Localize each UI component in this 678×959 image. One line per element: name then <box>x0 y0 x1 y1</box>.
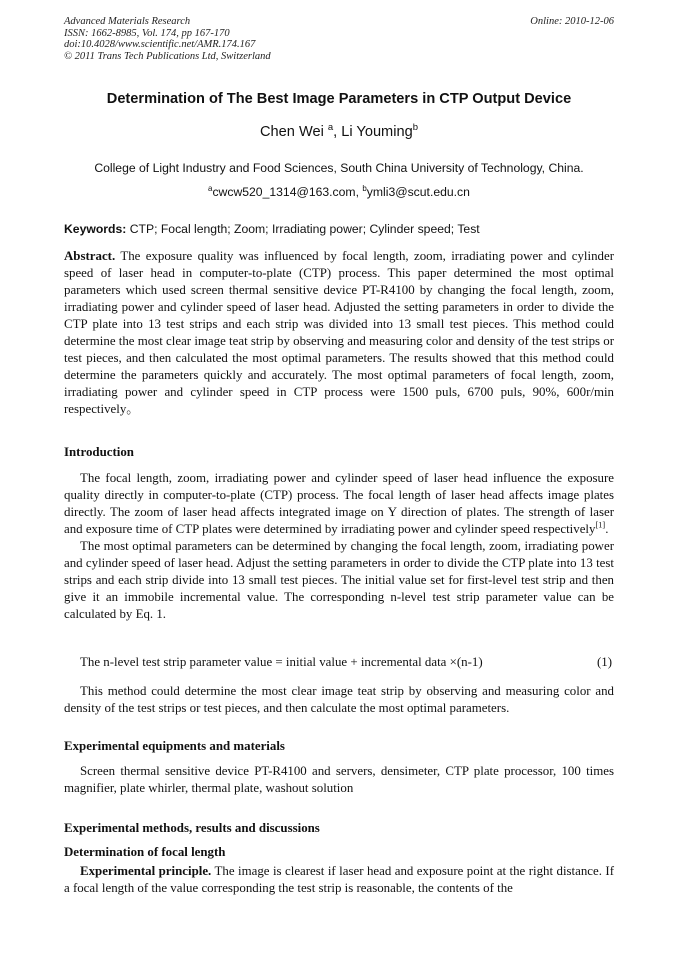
author-2-name: Li Youming <box>341 124 413 140</box>
doi-line: doi:10.4028/www.scientific.net/AMR.174.167 <box>64 39 256 51</box>
introduction-heading: Introduction <box>64 445 134 459</box>
abstract <box>64 248 614 418</box>
journal-header <box>64 16 271 62</box>
intro-paragraph-2: The most optimal parameters can be determined by changing the focal length, zoom, irradiating power and cylinder speed of laser head. Adjust the setting parameters in order to divide the CTP plate into 13 test strips and each strip divide into 13 small test pieces. The initial value set for first-level test strip and then give it an immobile incremental value. The corresponding n-level test strip parameter value can be calculated by Eq. 1. <box>64 539 614 621</box>
equation-1 <box>80 655 612 670</box>
equation-number: (1) <box>596 655 612 669</box>
intro-paragraph-3: This method could determine the most clear image teat strip by observing and measuring color and density of the test strips or test pieces, and then calculate the most optimal parameters. <box>64 684 614 715</box>
intro-p1-text: The focal length, zoom, irradiating power and cylinder speed of laser head influence the exposure quality directly in computer-to-plate (CTP) process. The focal length of laser head affects image plates directly. The zoom of laser head affects integrated image on Y direction of plates. The strength of laser and exposure time of CTP plates were determined by irradiating power and cylinder speed respectively <box>64 471 614 536</box>
citation-ref[interactable]: [1] <box>595 520 606 530</box>
intro-p1-end: . <box>605 522 609 536</box>
email-separator: , <box>355 185 363 199</box>
author-1-sup: a <box>327 122 334 134</box>
author-2-sup: b <box>412 122 418 134</box>
principle-paragraph <box>64 863 614 897</box>
methods-heading: Experimental methods, results and discussions <box>64 821 320 835</box>
email-a-sup: a <box>208 183 213 193</box>
keywords-text: CTP; Focal length; Zoom; Irradiating power; Cylinder speed; Test <box>129 222 480 236</box>
author-1-name: Chen Wei <box>260 124 324 140</box>
email-b[interactable]: ymli3@scut.edu.cn <box>366 185 470 199</box>
intro-paragraph-1 <box>64 470 614 538</box>
journal-name: Advanced Materials Research <box>64 16 191 27</box>
email-a[interactable]: cwcw520_1314@163.com <box>212 185 356 199</box>
email-line <box>0 185 678 199</box>
equipment-paragraph: Screen thermal sensitive device PT-R4100 and servers, densimeter, CTP plate processor, 100 times magnifier, plate whirler, thermal plate, washout solution <box>64 764 614 795</box>
introduction-body <box>64 470 614 623</box>
abstract-label: Abstract. <box>64 249 116 263</box>
affiliation: College of Light Industry and Food Sciences, South China University of Technology, China. <box>94 161 584 175</box>
equation-text: The n-level test strip parameter value = initial value + incremental data ×(n-1) <box>80 655 483 669</box>
introduction-conclusion <box>64 683 614 717</box>
abstract-text: The exposure quality was influenced by focal length, zoom, irradiating power and cylinder speed of laser head in computer-to-plate (CTP) process. This paper determined the most optimal parameters which used screen thermal sensitive device PT-R4100 by changing the focal length, zoom, irradiating power and cylinder speed of laser head. Adjusted the setting parameters in order to divide the CTP plate into 13 test strips and each strip was divided into 13 small test pieces. This method could determine the most clear image teat strip by observing and measuring color and density of the test strips or test pieces, and then calculated the most optimal parameters. The results showed that this method could determine the parameters quickly and accurately. The most optimal parameters of focal length, zoom, irradiating power and cylinder speed in CTP process were 1500 puls, 6700 puls, 90%, 600r/min respectively。 <box>64 249 614 416</box>
issn-line: ISSN: 1662-8985, Vol. 174, pp 167-170 <box>64 27 230 39</box>
focal-length-body <box>64 863 614 897</box>
email-b-sup: b <box>362 183 367 193</box>
equipment-body <box>64 763 614 797</box>
focal-length-subheading: Determination of focal length <box>64 845 226 859</box>
keywords <box>64 222 614 236</box>
principle-label: Experimental principle. <box>80 864 212 878</box>
principle-text: The image is clearest if laser head and exposure point at the right distance. If a focal length of the value corresponding the test strip is reasonable, the contents of the <box>64 864 614 895</box>
paper-title: Determination of The Best Image Parameters in CTP Output Device <box>106 91 572 107</box>
online-date: Online: 2010-12-06 <box>530 16 614 27</box>
keywords-label: Keywords: <box>64 222 127 236</box>
copyright-line: © 2011 Trans Tech Publications Ltd, Switzerland <box>64 50 271 62</box>
author-separator: , <box>333 124 342 140</box>
equipment-heading: Experimental equipments and materials <box>64 739 285 753</box>
author-line <box>0 124 678 140</box>
